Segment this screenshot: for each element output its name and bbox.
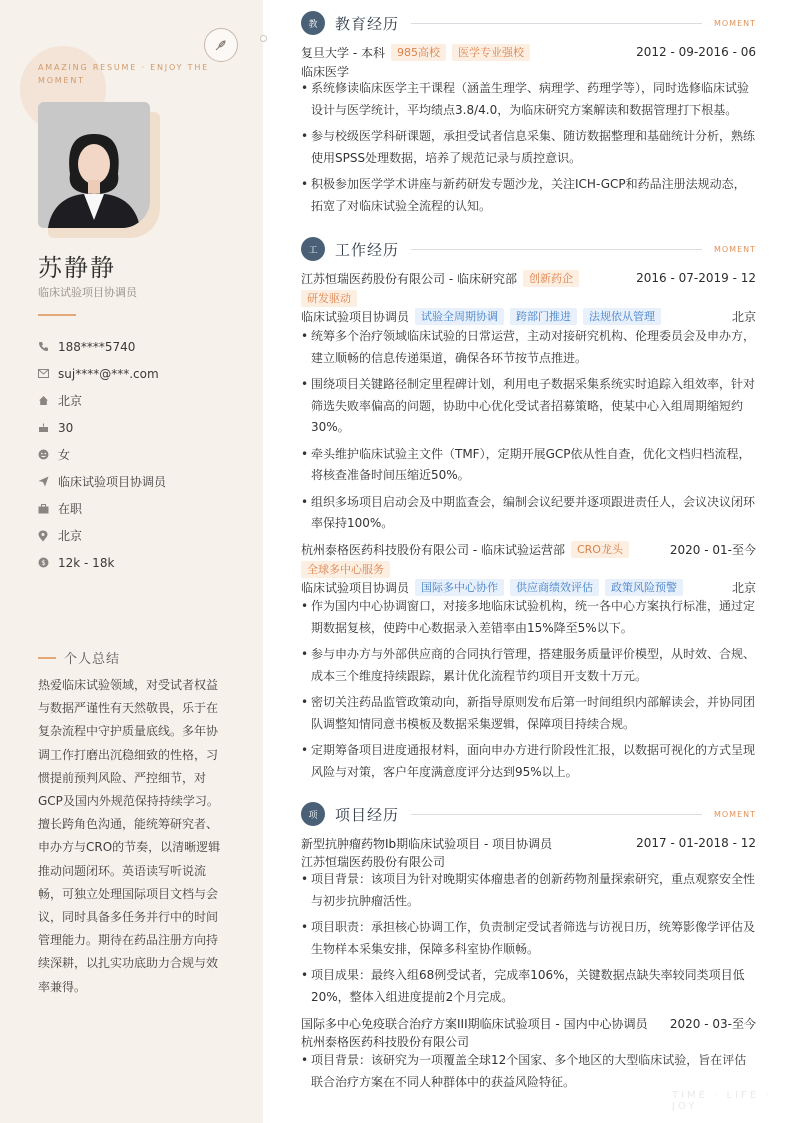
info-location: 北京 bbox=[38, 522, 166, 549]
salary-icon bbox=[38, 557, 58, 568]
list-item: • 牵头维护临床试验主文件（TMF），定期开展GCP依从性自查，优化文档归档流程，将核查准备时间压缩近50%。 bbox=[301, 444, 757, 487]
info-email: suj****@***.com bbox=[38, 360, 166, 387]
project-org: 杭州泰格医药科技股份有限公司 bbox=[301, 1035, 470, 1049]
summary-text: 热爱临床试验领域，对受试者权益与数据严谨性有天然敬畏，乐于在复杂流程中守护质量底线。多年协调工作打磨出沉稳细致的性格，习惯提前预判风险、严控细节，对GCP及国内外规范保持持续学习。擅长跨角色沟通，能统筹研究者、申办方与CRO的节奏，以清晰逻辑推动问题闭环。英语读写听说流畅，可独立处理国际项目文档与会议，同时具备多任务并行中的时间管理能力。期待在药品注册方向持续深耕，以扎实功底助力合规与效率兼得。 bbox=[38, 678, 221, 994]
work-header-row bbox=[301, 539, 756, 559]
info-status: 在职 bbox=[38, 495, 166, 522]
face-icon bbox=[38, 449, 58, 460]
position-row bbox=[301, 577, 756, 597]
candidate-role: 临床试验项目协调员 bbox=[38, 286, 137, 299]
list-item: • 参与申办方与外部供应商的合同执行管理，搭建服务质量评价模型，从时效、合规、成本三个维度持续跟踪，累计优化流程节约项目开支数十万元。 bbox=[301, 644, 757, 687]
list-item: • 项目背景：该研究为一项覆盖全球12个国家、多个地区的大型临床试验，旨在评估联合治疗方案在不同人种群体中的获益风险特征。 bbox=[301, 1050, 757, 1093]
position-row bbox=[301, 306, 756, 326]
skill-tag: 跨部门推进 bbox=[510, 308, 577, 325]
info-salary: $ 12k - 18k bbox=[38, 549, 166, 576]
project-title: 新型抗肿瘤药物Ib期临床试验项目 - 项目协调员 bbox=[301, 836, 553, 851]
project-icon: 项 bbox=[301, 802, 325, 826]
home-icon bbox=[38, 395, 58, 406]
list-item: • 定期筹备项目进度通报材料，面向申办方进行阶段性汇报，以数据可视化的方式呈现风险与对策，客户年度满意度评分达到95%以上。 bbox=[301, 740, 757, 783]
mail-icon bbox=[38, 369, 58, 378]
list-item: • 系统修读临床医学主干课程（涵盖生理学、病理学、药理学等），同时选修临床试验设计与医学统计，平均绩点3.8/4.0，为临床研究方案解读和数据管理打下根基。 bbox=[301, 78, 757, 121]
section-title: 工作经历 bbox=[335, 240, 400, 259]
section-title: 教育经历 bbox=[335, 14, 400, 33]
work-date: 2020 - 01-至今 bbox=[669, 542, 756, 557]
list-item: • 密切关注药品监管政策动向，新指导原则发布后第一时间组织内部解读会，并协同团队调整知情同意书模板及数据采集逻辑，保障项目持续合规。 bbox=[301, 692, 757, 735]
company-tag: 研发驱动 bbox=[301, 290, 357, 307]
work-city: 北京 bbox=[731, 309, 756, 324]
work-city: 北京 bbox=[731, 580, 756, 595]
svg-text:$: $ bbox=[41, 559, 46, 567]
company-tag: 全球多中心服务 bbox=[301, 561, 390, 578]
section-title: 项目经历 bbox=[335, 805, 400, 824]
summary-heading: 个人总结 bbox=[38, 648, 120, 667]
list-item: • 项目成果：最终入组68例受试者，完成率106%，关键数据点缺失率较同类项目低20%，整体入组进度提前2个月完成。 bbox=[301, 965, 757, 1008]
project-date: 2017 - 01-2018 - 12 bbox=[636, 836, 756, 850]
divider bbox=[38, 314, 76, 316]
work-bullets bbox=[301, 326, 757, 540]
phone-icon bbox=[38, 341, 58, 352]
cake-icon bbox=[38, 422, 58, 433]
major: 临床医学 bbox=[301, 65, 350, 79]
education-bullets bbox=[301, 78, 757, 222]
project-bullets bbox=[301, 869, 757, 1013]
skill-tag: 供应商绩效评估 bbox=[510, 579, 599, 596]
section-header-education: 教 教育经历 MOMENT bbox=[301, 10, 756, 36]
work-bullets bbox=[301, 596, 757, 788]
project-title: 国际多中心免疫联合治疗方案III期临床试验项目 - 国内中心协调员 bbox=[301, 1016, 648, 1031]
project-header-row bbox=[301, 833, 756, 853]
list-item: • 积极参加医学学术讲座与新药研发专题沙龙，关注ICH-GCP和药品注册法规动态，拓宽了对临床试验全流程的认知。 bbox=[301, 174, 757, 217]
company-name: 杭州泰格医药科技股份有限公司 - 临床试验运营部 bbox=[301, 542, 565, 557]
sidebar bbox=[0, 0, 263, 1123]
education-icon: 教 bbox=[301, 11, 325, 35]
section-header-work: 工 工作经历 MOMENT bbox=[301, 236, 756, 262]
list-item: • 项目职责：承担核心协调工作，负责制定受试者筛选与访视日历，统筹影像学评估及生物样本采集安排，保障多科室协作顺畅。 bbox=[301, 917, 757, 960]
work-date: 2016 - 07-2019 - 12 bbox=[636, 271, 756, 285]
company-tag: CRO龙头 bbox=[571, 541, 629, 558]
school-name: 复旦大学 - 本科 bbox=[301, 45, 385, 60]
list-item: • 参与校级医学科研课题，承担受试者信息采集、随访数据整理和基础统计分析，熟练使用SPSS处理数据，培养了规范记录与质控意识。 bbox=[301, 126, 757, 169]
position-title: 临床试验项目协调员 bbox=[301, 309, 410, 324]
education-date: 2012 - 09-2016 - 06 bbox=[636, 45, 756, 59]
info-hometown: 北京 bbox=[38, 387, 166, 414]
info-age: 30 bbox=[38, 414, 166, 441]
section-header-project: 项 项目经历 MOMENT bbox=[301, 801, 756, 827]
education-tag: 985高校 bbox=[391, 44, 446, 61]
skill-tag: 国际多中心协作 bbox=[415, 579, 504, 596]
contact-info-list bbox=[38, 333, 166, 576]
company-name: 江苏恒瑞医药股份有限公司 - 临床研究部 bbox=[301, 271, 517, 286]
info-gender: 女 bbox=[38, 441, 166, 468]
watermark: TIME · LIFE · JOY bbox=[672, 1090, 772, 1112]
list-item: • 项目背景：该项目为针对晚期实体瘤患者的创新药物剂量探索研究，重点观察安全性与初步抗肿瘤活性。 bbox=[301, 869, 757, 912]
skill-tag: 政策风险预警 bbox=[605, 579, 683, 596]
education-header-row bbox=[301, 42, 756, 62]
briefcase-icon bbox=[38, 504, 58, 514]
project-date: 2020 - 03-至今 bbox=[669, 1016, 756, 1031]
position-title: 临床试验项目协调员 bbox=[301, 580, 410, 595]
skill-tag: 法规依从管理 bbox=[583, 308, 661, 325]
work-header-row bbox=[301, 268, 756, 288]
feather-icon bbox=[204, 28, 238, 62]
list-item: • 作为国内中心协调窗口，对接多地临床试验机构，统一各中心方案执行标准，通过定期数据复核，使跨中心数据录入差错率由15%降至5%以下。 bbox=[301, 596, 757, 639]
work-icon: 工 bbox=[301, 237, 325, 261]
project-header-row bbox=[301, 1013, 756, 1033]
company-tag: 创新药企 bbox=[523, 270, 579, 287]
list-item: • 组织多场项目启动会及中期监查会，编制会议纪要并逐项跟进责任人，会议决议闭环率保持100%。 bbox=[301, 492, 757, 535]
candidate-name: 苏静静 bbox=[38, 254, 116, 282]
tagline: AMAZING RESUME · ENJOY THE MOMENT bbox=[38, 63, 209, 85]
info-phone: 188****5740 bbox=[38, 333, 166, 360]
list-item: • 围绕项目关键路径制定里程碑计划，利用电子数据采集系统实时追踪入组效率，针对筛选失败率偏高的问题，协助中心优化受试者招募策略，使某中心入组周期缩短约30%。 bbox=[301, 374, 757, 439]
info-target-position: 临床试验项目协调员 bbox=[38, 468, 166, 495]
list-item: • 统筹多个治疗领域临床试验的日常运营，主动对接研究机构、伦理委员会及申办方，建立顺畅的信息传递渠道，确保各环节按节点推进。 bbox=[301, 326, 757, 369]
decorative-dot bbox=[260, 35, 267, 42]
send-icon bbox=[38, 476, 58, 487]
location-icon bbox=[38, 530, 58, 542]
project-org: 江苏恒瑞医药股份有限公司 bbox=[301, 855, 446, 869]
avatar-photo bbox=[38, 102, 150, 228]
skill-tag: 试验全周期协调 bbox=[415, 308, 504, 325]
education-tag: 医学专业强校 bbox=[452, 44, 530, 61]
